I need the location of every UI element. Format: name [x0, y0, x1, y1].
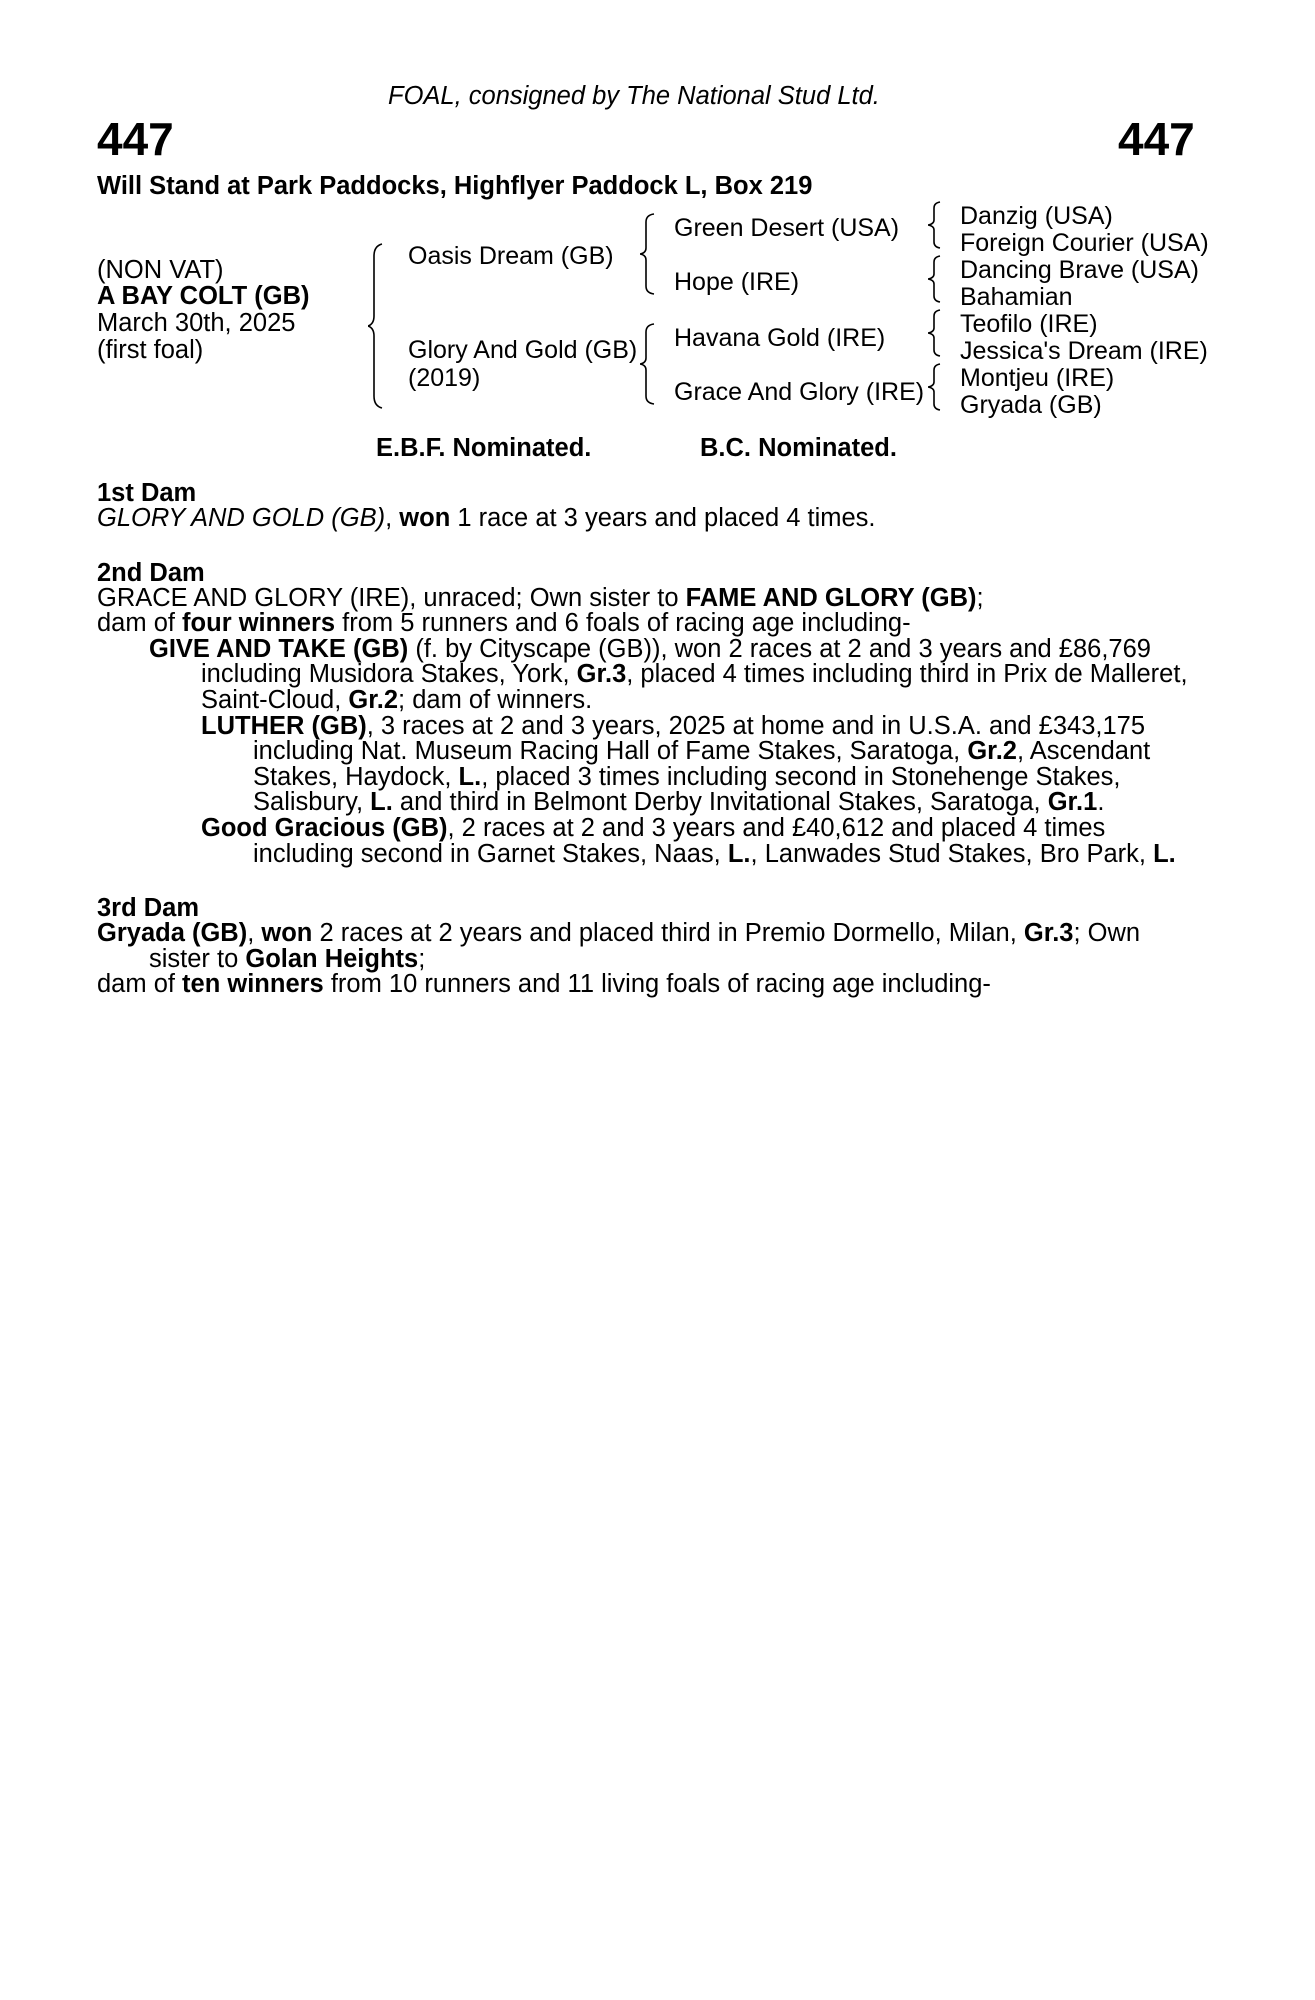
- lot-number-right: 447: [1118, 113, 1195, 165]
- pedigree-dam-year: (2019): [408, 364, 481, 392]
- third-dam-l2b: Golan Heights: [245, 944, 419, 973]
- first-dam-name: GLORY AND GOLD (GB): [97, 504, 386, 532]
- progeny-2-name: LUTHER (GB): [201, 711, 367, 740]
- progeny-1-l3b: Gr.2: [348, 685, 399, 714]
- progeny-1-line-2: [97, 662, 1207, 688]
- second-dam-damof: [97, 611, 1207, 637]
- progeny-2-l4d: Gr.1: [1047, 788, 1098, 817]
- progeny-2-line-2: [97, 739, 1207, 765]
- second-dam-winners: four winners: [182, 609, 336, 638]
- pedigree-brace-dd: [928, 362, 946, 412]
- progeny-1-l3c: ; dam of winners.: [398, 685, 593, 714]
- pedigree-brace-sire: [640, 212, 660, 296]
- pedigree-ss: Green Desert (USA): [674, 214, 900, 242]
- third-dam-l1c: ; Own: [1073, 919, 1141, 948]
- progeny-2-l3b: L.: [458, 762, 482, 791]
- third-dam-damof: [97, 972, 1207, 998]
- second-dam-heading: 2nd Dam: [97, 558, 205, 587]
- lot-number-left: 447: [97, 113, 174, 165]
- lot-name: A BAY COLT (GB): [97, 282, 310, 310]
- third-dam-runners: from 10 runners and 11 living foals of racing age including-: [323, 970, 991, 999]
- progeny-3-l2a: including second in Garnet Stakes, Naas,: [253, 839, 728, 868]
- pedigree-dss: Teofilo (IRE): [960, 310, 1098, 338]
- progeny-2-l4c: and third in Belmont Derby Invitational Stakes, Saratoga,: [392, 788, 1048, 817]
- third-dam-heading: 3rd Dam: [97, 894, 200, 923]
- pedigree-ddd: Gryada (GB): [960, 391, 1102, 419]
- progeny-2-l4e: .: [1097, 788, 1105, 817]
- second-dam-semi: ;: [976, 583, 984, 612]
- third-dam-won: won: [261, 919, 313, 948]
- catalogue-body: [97, 480, 1207, 998]
- third-dam-winners: ten winners: [182, 970, 324, 999]
- third-dam-l1b: Gr.3: [1023, 919, 1074, 948]
- progeny-3-l2b: L.: [727, 839, 751, 868]
- pedigree-dam: Glory And Gold (GB): [408, 336, 638, 364]
- first-dam-won: won: [399, 504, 451, 532]
- second-dam-runners: from 5 runners and 6 foals of racing age including-: [335, 609, 911, 638]
- vat-status: (NON VAT): [97, 256, 224, 284]
- progeny-2-line-1: [97, 711, 1207, 740]
- pedigree-brace-ds: [928, 308, 946, 358]
- progeny-1-line-1: [97, 634, 1207, 663]
- pedigree-dds: Montjeu (IRE): [960, 364, 1115, 392]
- pedigree-brace-dam: [640, 322, 660, 406]
- progeny-2-l2b: Gr.2: [967, 737, 1017, 766]
- second-dam-intro: [97, 583, 1207, 612]
- pedigree-brace-main: [368, 242, 390, 410]
- third-dam-l1a: 2 races at 2 years and placed third in Premio Dormello, Milan,: [312, 919, 1024, 948]
- third-dam-line-2: [97, 944, 1207, 973]
- progeny-1-l2a: including Musidora Stakes, York,: [201, 660, 577, 689]
- third-dam-l2a: sister to: [149, 944, 246, 973]
- pedigree-brace-ss: [928, 200, 946, 250]
- pedigree-sds: Dancing Brave (USA): [960, 256, 1199, 284]
- progeny-2-line-3: [97, 762, 1207, 791]
- progeny-1-line-3: [97, 685, 1207, 714]
- progeny-2-l3a: Stakes, Haydock,: [253, 762, 459, 791]
- first-dam-line: GLORY AND GOLD (GB), won 1 race at 3 years and placed 4 times.: [97, 504, 876, 532]
- pedigree-dd: Grace And Glory (IRE): [674, 378, 925, 406]
- progeny-3-l2c: , Lanwades Stud Stakes, Bro Park,: [750, 839, 1154, 868]
- consignor-line: FOAL, consigned by The National Stud Ltd.: [388, 82, 880, 110]
- ebf-nominated: E.B.F. Nominated.: [376, 434, 592, 462]
- second-dam-intro-text: GRACE AND GLORY (IRE), unraced; Own sister to: [97, 583, 686, 612]
- pedigree-sss: Danzig (USA): [960, 202, 1113, 230]
- first-dam-heading: 1st Dam: [97, 479, 197, 507]
- progeny-1-l2b: Gr.3: [576, 660, 627, 689]
- first-dam-text: 1 race at 3 years and placed 4 times.: [450, 504, 876, 532]
- progeny-1-l2c: , placed 4 times including third in Prix de Malleret,: [626, 660, 1188, 689]
- progeny-3-line-1: [97, 813, 1207, 842]
- progeny-2-l2c: , Ascendant: [1016, 737, 1151, 766]
- progeny-1-l3a: Saint-Cloud,: [201, 685, 349, 714]
- progeny-2-l1: , 3 races at 2 and 3 years, 2025 at home and in U.S.A. and £343,175: [366, 711, 1146, 740]
- progeny-2-l3c: , placed 3 times including second in Stonehenge Stakes,: [481, 762, 1121, 791]
- progeny-1-name: GIVE AND TAKE (GB): [149, 634, 409, 663]
- third-dam-name: Gryada (GB): [97, 919, 248, 948]
- pedigree-dsd: Jessica's Dream (IRE): [960, 337, 1208, 365]
- pedigree-ssd: Foreign Courier (USA): [960, 229, 1209, 257]
- pedigree-sire: Oasis Dream (GB): [408, 242, 614, 270]
- pedigree-brace-sd: [928, 254, 946, 304]
- second-dam-sister: FAME AND GLORY (GB): [685, 583, 977, 612]
- second-dam-damof-label: dam of: [97, 609, 183, 638]
- progeny-2-l4b: L.: [370, 788, 393, 817]
- progeny-2-line-4: [97, 790, 1207, 816]
- pedigree-ds: Havana Gold (IRE): [674, 324, 886, 352]
- progeny-3-l1: , 2 races at 2 and 3 years and £40,612 and placed 4 times: [447, 813, 1106, 842]
- progeny-3-line-2: [97, 839, 1207, 868]
- third-dam-damof-label: dam of: [97, 970, 183, 999]
- third-dam-line-1: Gryada (GB), won 2 races at 2 years and placed third in Premio Dormello, Milan, Gr.3; Own: [97, 919, 1141, 948]
- progeny-3-name: Good Gracious (GB): [201, 813, 448, 842]
- stand-location: Will Stand at Park Paddocks, Highflyer Paddock L, Box 219: [97, 172, 813, 200]
- foaling-date: March 30th, 2025: [97, 309, 296, 337]
- progeny-2-l4a: Salisbury,: [253, 788, 371, 817]
- pedigree-sd: Hope (IRE): [674, 268, 800, 296]
- progeny-3-l2d: L.: [1153, 839, 1176, 868]
- pedigree-sdd: Bahamian: [960, 283, 1073, 311]
- foal-note: (first foal): [97, 336, 204, 364]
- progeny-1-l1: (f. by Cityscape (GB)), won 2 races at 2 and 3 years and £86,769: [408, 634, 1151, 663]
- bc-nominated: B.C. Nominated.: [700, 434, 897, 462]
- progeny-2-l2a: including Nat. Museum Racing Hall of Fame Stakes, Saratoga,: [253, 737, 968, 766]
- third-dam-l2c: ;: [418, 944, 426, 973]
